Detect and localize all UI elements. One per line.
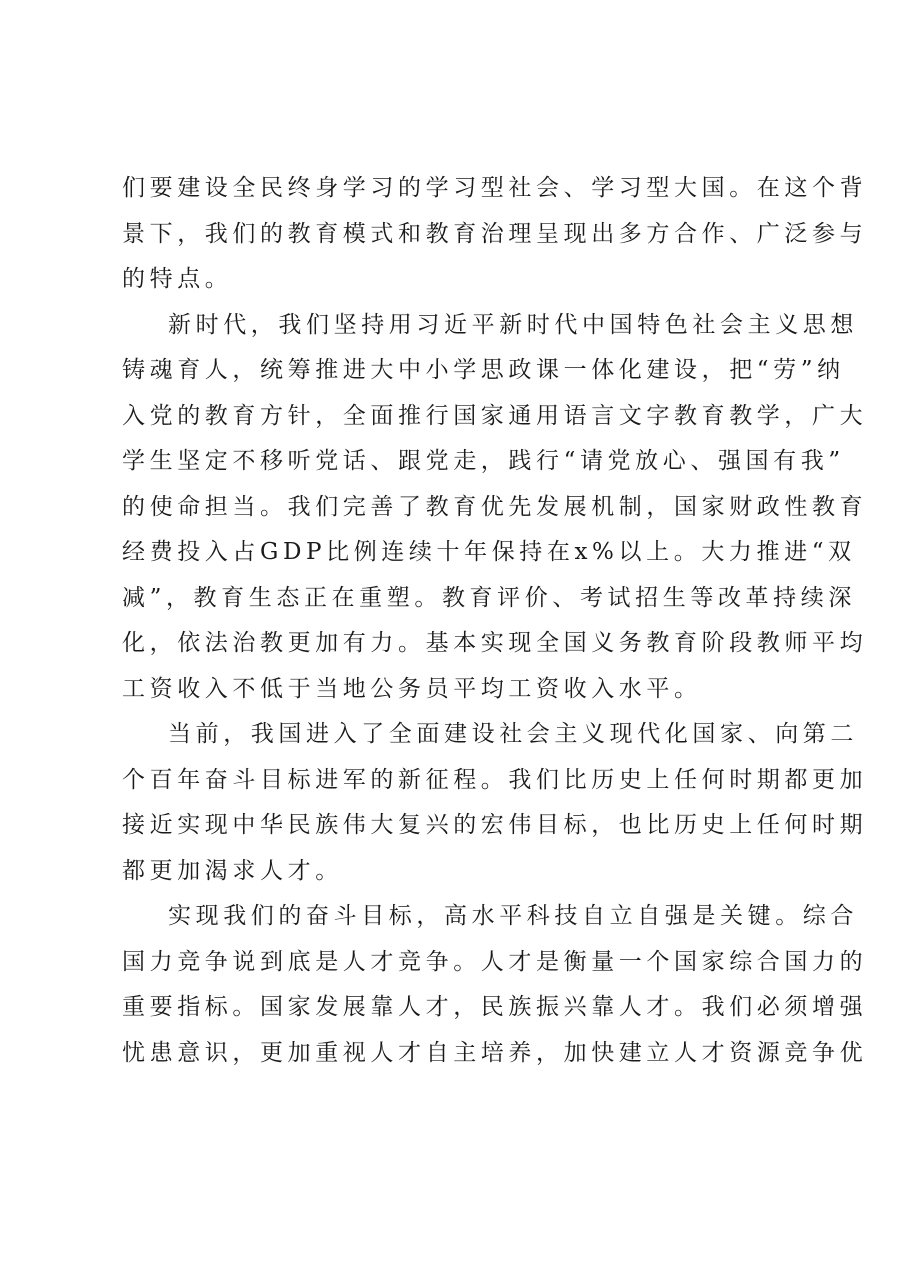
text-line: 新时代，我们坚持用习近平新时代中国特色社会主义思想 [168, 311, 858, 338]
text-line: 国力竞争说到底是人才竞争。人才是衡量一个国家综合国力的 [122, 948, 868, 975]
text-line: 的使命担当。我们完善了教育优先发展机制，国家财政性教育 [122, 493, 868, 520]
text-line: 重要指标。国家发展靠人才，民族振兴靠人才。我们必须增强 [122, 994, 868, 1020]
text-line: 经费投入占GDP比例连续十年保持在x%以上。大力推进“双 [122, 539, 856, 565]
text-line: 实现我们的奋斗目标，高水平科技自立自强是关键。综合 [168, 903, 858, 929]
text-line: 当前，我国进入了全面建设社会主义现代化国家、向第二 [168, 721, 858, 747]
text-line: 学生坚定不移听党话、跟党走，践行“请党放心、强国有我” [122, 448, 845, 474]
paragraph-1 [122, 166, 868, 303]
text-line: 忧患意识，更加重视人才自主培养，加快建立人才资源竞争优 [122, 1039, 868, 1066]
paragraph-4 [122, 894, 868, 1076]
text-line: 入党的教育方针，全面推行国家通用语言文字教育教学，广大 [122, 402, 868, 429]
paragraph-2 [122, 303, 868, 713]
paragraph-3 [122, 712, 868, 894]
text-line: 们要建设全民终身学习的学习型社会、学习型大国。在这个背 [122, 175, 868, 201]
text-line: 的特点。 [122, 266, 233, 292]
text-line: 减”，教育生态正在重塑。教育评价、考试招生等改革持续深 [122, 584, 856, 611]
text-line: 个百年奋斗目标进军的新征程。我们比历史上任何时期都更加 [122, 766, 868, 793]
text-line: 工资收入不低于当地公务员平均工资收入水平。 [122, 675, 702, 702]
text-line: 都更加渴求人才。 [122, 857, 343, 884]
text-line: 铸魂育人，统筹推进大中小学思政课一体化建设，把“劳”纳 [122, 357, 845, 383]
text-line: 景下，我们的教育模式和教育治理呈现出多方合作、广泛参与 [122, 220, 868, 247]
text-line: 化，依法治教更加有力。基本实现全国义务教育阶段教师平均 [122, 630, 868, 656]
document-body [122, 166, 868, 1076]
text-line: 接近实现中华民族伟大复兴的宏伟目标，也比历史上任何时期 [122, 812, 868, 838]
